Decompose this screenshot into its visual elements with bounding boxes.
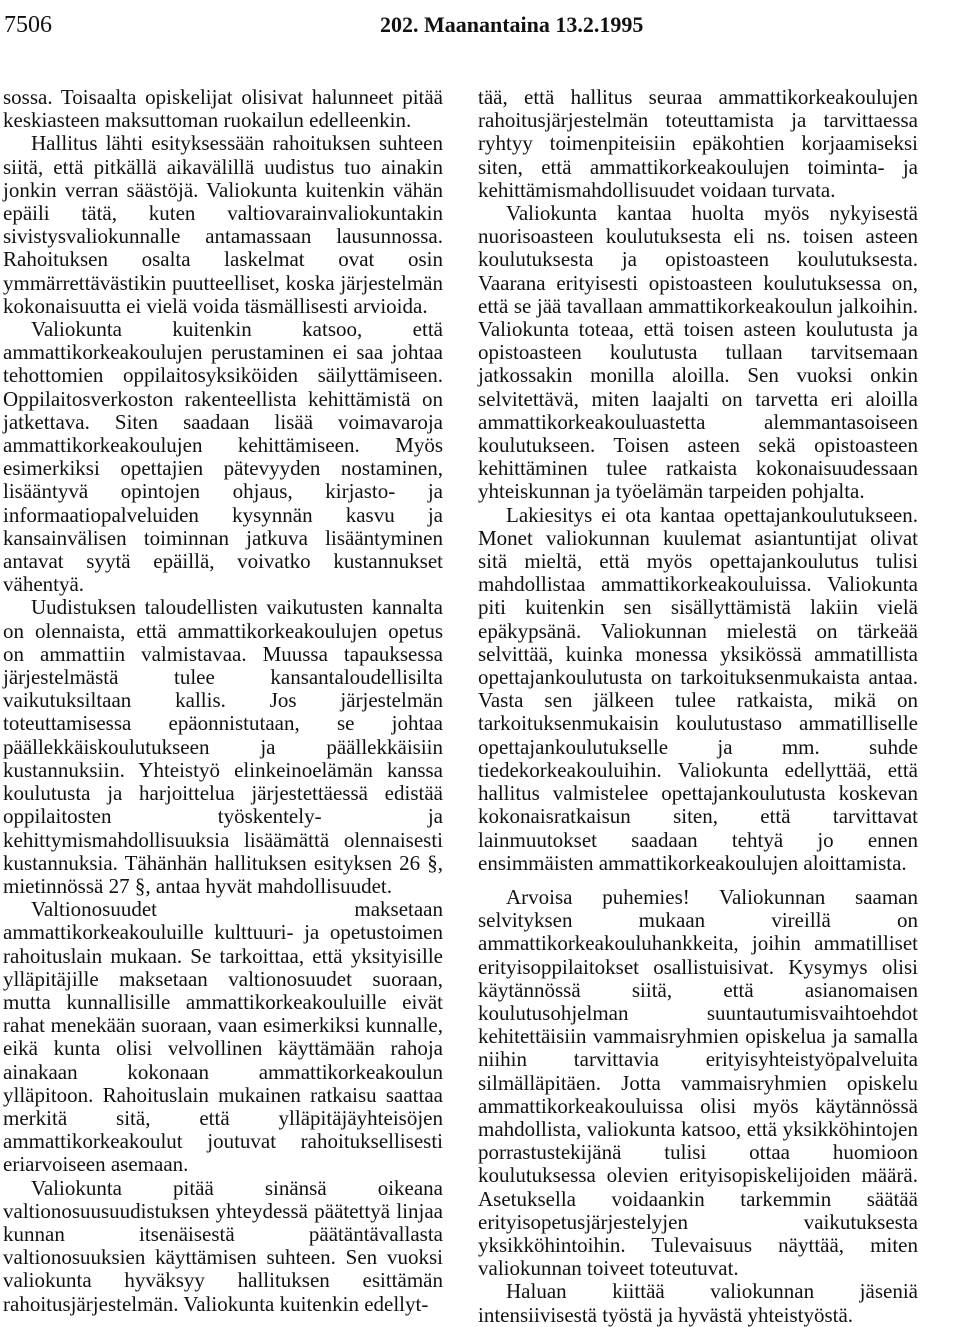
paragraph: Lakiesitys ei ota kantaa opettajankoulutukseen. Monet valiokunnan kuulemat asiantuntijat olivat sitä mieltä, että myös opettajankoulutus tulisi mahdollistaa ammattikorkeakouluissa. Valiokunta piti kuitenkin sen sisällyttämistä lakiin vielä epäkypsänä. Valiokunnan mielestä on tärkeää selvittää, kuinka monessa yksikössä ammatillista opettajankoulutusta on tarkoituksenmukaista antaa. Vasta sen jälkeen tulee ratkaista, mikä on tarkoituksenmukaisin koulutustaso ammatilliselle opettajankoulutukselle ja mm. suhde tiedekorkeakouluihin. Valiokunta edellyttää, että hallitus valmistelee opettajankoulutusta koskevan kokonaisratkaisun siten, että tarvittavat lainmuutokset saadaan tehtyä jo ennen ensimmäisten ammattikorkeakoulujen aloittamista.: [478, 502, 918, 875]
paragraph: Haluan kiittää valiokunnan jäseniä intensiivisestä työstä ja hyvästä yhteistyöstä.: [478, 1279, 918, 1327]
paragraph: sossa. Toisaalta opiskelijat olisivat halunneet pitää keskiasteen maksuttoman ruokailun edelleenkin.: [3, 85, 443, 133]
paragraph: Hallitus lähti esityksessään rahoituksen suhteen siitä, että pitkällä aikavälillä uudistus tuo ainakin jonkin verran säästöjä. Valiokunta kuitenkin vähän epäili tätä, kuten valtiovarainvaliokuntakin sivistysvaliokunnalle antamassaan lausunnossa. Rahoituksen osalta laskelmat ovat osin ymmärrettävästikin puutteelliset, koska järjestelmän kokonaisuutta ei vielä voida täsmällisesti arvioida.: [3, 131, 443, 318]
paragraph: Arvoisa puhemies! Valiokunnan saaman selvityksen mukaan vireillä on ammattikorkeakouluhankkeita, joihin ammatilliset erityisoppilaitokset osallistuisivat. Kysymys olisi käytännössä siitä, että asianomaisen koulutusohjelman suuntautumisvaihtoehdot kehitettäisiin vammaisryhmien opiskelua ja samalla niihin tarvittavia erityisyhteistyöpalveluita silmälläpitäen. Jotta vammaisryhmien opiskelu ammattikorkeakouluissa olisi myös käytännössä mahdollista, valiokunta katsoo, että yksikköhintojen porrastustekijänä tulisi ottaa huomioon koulutuksessa olevien erityisopiskelijoiden määrä. Asetuksella voidaankin tarkemmin säätää erityisopetusjärjestelyjen vaikutuksesta yksikköhintoihin. Tulevaisuus näyttää, miten valiokunnan toiveet toteutuvat.: [478, 884, 918, 1281]
paragraph: Valtionosuudet maksetaan ammattikorkeakouluille kulttuuri- ja opetustoimen rahoituslain mukaan. Se tarkoittaa, että yksityisille ylläpitäjille maksetaan valtionosuudet suoraan, mutta kunnallisille ammattikorkeakouluille eivät rahat menekään suoraan, vaan esimerkiksi kunnalle, eikä kunta olisi velvollinen käyttämään rahoja ainakaan kokonaan ammattikorkeakoulun ylläpitoon. Rahoituslain mukainen ratkaisu saattaa merkitä sitä, että ylläpitäjäyhteisöjen ammattikorkeakoulut joutuvat rahoituksellisesti eriarvoiseen asemaan.: [3, 897, 443, 1177]
right-column: [478, 86, 918, 1327]
session-title: 202. Maanantaina 13.2.1995: [380, 12, 644, 37]
paragraph: Valiokunta kuitenkin katsoo, että ammattikorkeakoulujen perustaminen ei saa johtaa tehottomien oppilaitosyksiköiden säilyttämiseen. Oppilaitosverkoston rakenteellista kehittämistä on jatkettava. Siten saadaan lisää voimavaroja ammattikorkeakoulujen kehittämiseen. Myös esimerkiksi opettajien pätevyyden nostaminen, lisääntyvä opintojen ohjaus, kirjasto- ja informaatiopalveluiden kysynnän kasvu ja kansainvälisen toiminnan jatkuva lisääntyminen antavat syytä epäillä, voivatko kustannukset vähentyä.: [3, 317, 443, 597]
paragraph: Uudistuksen taloudellisten vaikutusten kannalta on olennaista, että ammattikorkeakoulujen opetus on ammattiin valmistavaa. Muussa tapauksessa järjestelmästä tulee kansantaloudellisilta vaikutuksiltaan kallis. Jos järjestelmän toteuttamisessa epäonnistutaan, se johtaa päällekkäiskoulutukseen ja päällekkäisiin kustannuksiin. Yhteistyö elinkeinoelämän kanssa koulutusta ja harjoittelua järjestettäessä edistää oppilaitosten työskentely- ja kehittymismahdollisuuksia lisäämättä olennaisesti kustannuksia. Tähänhän hallituksen esityksen 26 §, mietinnössä 27 §, antaa hyvät mahdollisuudet.: [3, 595, 443, 898]
paragraph: Valiokunta pitää sinänsä oikeana valtionosuusuudistuksen yhteydessä päätettyä linjaa kunnan itsenäisestä päätäntävallasta valtionosuuksien käyttämisen suhteen. Sen vuoksi valiokunta hyväksyy hallituksen esittämän rahoitusjärjestelmän. Valiokunta kuitenkin edellyt-: [3, 1175, 443, 1316]
left-column: [3, 86, 443, 1316]
paragraph: Valiokunta kantaa huolta myös nykyisestä nuorisoasteen koulutuksesta eli ns. toisen asteen koulutuksesta ja opistoasteen koulutuksesta. Vaarana erityisesti opistoasteen koulutuksessa on, että se jää tavallaan ammattikorkeakoulun jalkoihin. Valiokunta toteaa, että toisen asteen koulutusta ja opistoasteen koulutusta tullaan tarvitsemaan jatkossakin monilla aloilla. Sen vuoksi onkin selvitettävä, miten laajalti on tarvetta eri aloilla ammattikorkeakouluastetta alemmantasoiseen koulutukseen. Toisen asteen sekä opistoasteen kehittäminen tulee ratkaista kokonaisuudessaan yhteiskunnan ja työelämän tarpeiden pohjalta.: [478, 201, 918, 504]
page-number: 7506: [4, 12, 52, 38]
page-header: [0, 0, 960, 60]
paragraph: tää, että hallitus seuraa ammattikorkeakoulujen rahoitusjärjestelmän toteuttamista ja tarvittaessa ryhtyy toimenpiteisiin epäkohtien korjaamiseksi siten, että ammattikorkeakoulujen toiminta- ja kehittämismahdollisuudet voidaan turvata.: [478, 85, 918, 202]
